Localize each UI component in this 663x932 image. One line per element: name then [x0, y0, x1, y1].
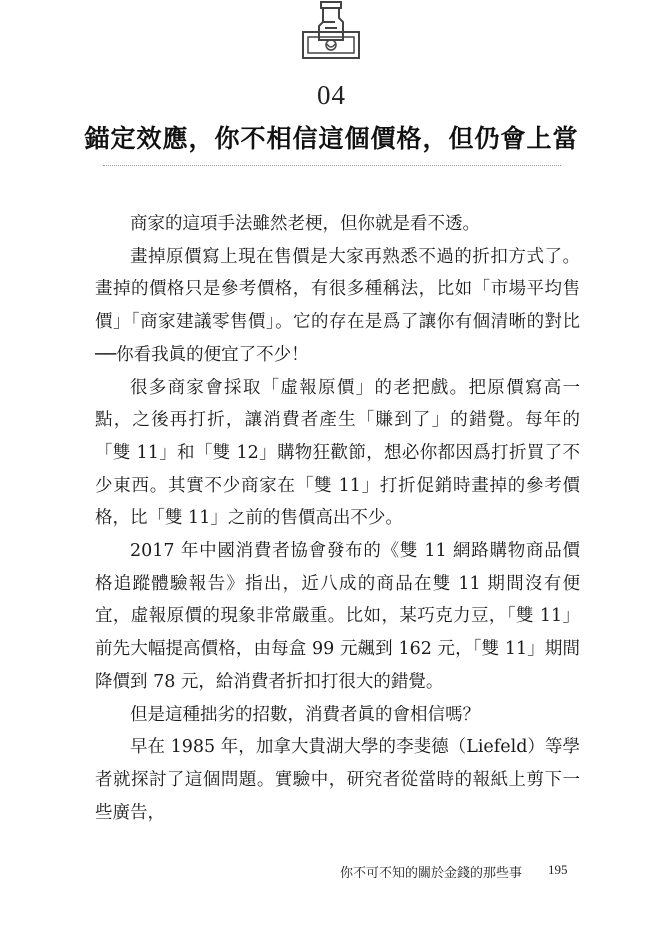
running-footer-title: 你不可不知的關於金錢的那些事 [340, 866, 523, 881]
paragraph: 早在 1985 年，加拿大貴湖大學的李斐德（Liefeld）等學者就探討了這個問題。實驗中，研究者從當時的報紙上剪下一些廣告， [95, 737, 580, 823]
paragraph: 商家的這項手法雖然老梗，但你就是看不透。 [130, 214, 480, 234]
body-text [95, 208, 580, 829]
page-title: 錨定效應，你不相信這個價格，但仍會上當 [84, 124, 579, 153]
paragraph: 畫掉原價寫上現在售價是大家再熟悉不過的折扣方式了。畫掉的價格只是參考價格，有很多種稱法，比如「市場平均售價」「商家建議零售價」。它的存在是爲了讓你有個清晰的對比──你看我眞的便宜了不少！ [95, 246, 580, 365]
paragraph: 很多商家會採取「虛報原價」的老把戲。把原價寫高一點，之後再打折，讓消費者產生「賺到了」的錯覺。每年的「雙 11」和「雙 12」購物狂歡節，想必你都因爲打折買了不少東西。其實不少商家在「雙 11」打折促銷時畫掉的參考價格，比「雙 11」之前的售價高出不少。 [95, 377, 580, 529]
page-number: 195 [548, 862, 568, 877]
paragraph: 但是這種拙劣的招數，消費者眞的會相信嗎？ [130, 704, 480, 725]
paragraph: 2017 年中國消費者協會發布的《雙 11 網路購物商品價格追蹤體驗報告》指出，近八成的商品在雙 11 期間沒有便宜，虛報原價的現象非常嚴重。比如，某巧克力豆，「雙 11」前先大幅提高價格，由每盒 99 元飆到 162 元，「雙 11」期間降價到 78 元，給消費者折扣打很大的錯覺。 [95, 541, 580, 692]
title-divider [103, 165, 561, 166]
chapter-number: 04 [317, 80, 346, 110]
hand-money-icon [299, 0, 363, 64]
